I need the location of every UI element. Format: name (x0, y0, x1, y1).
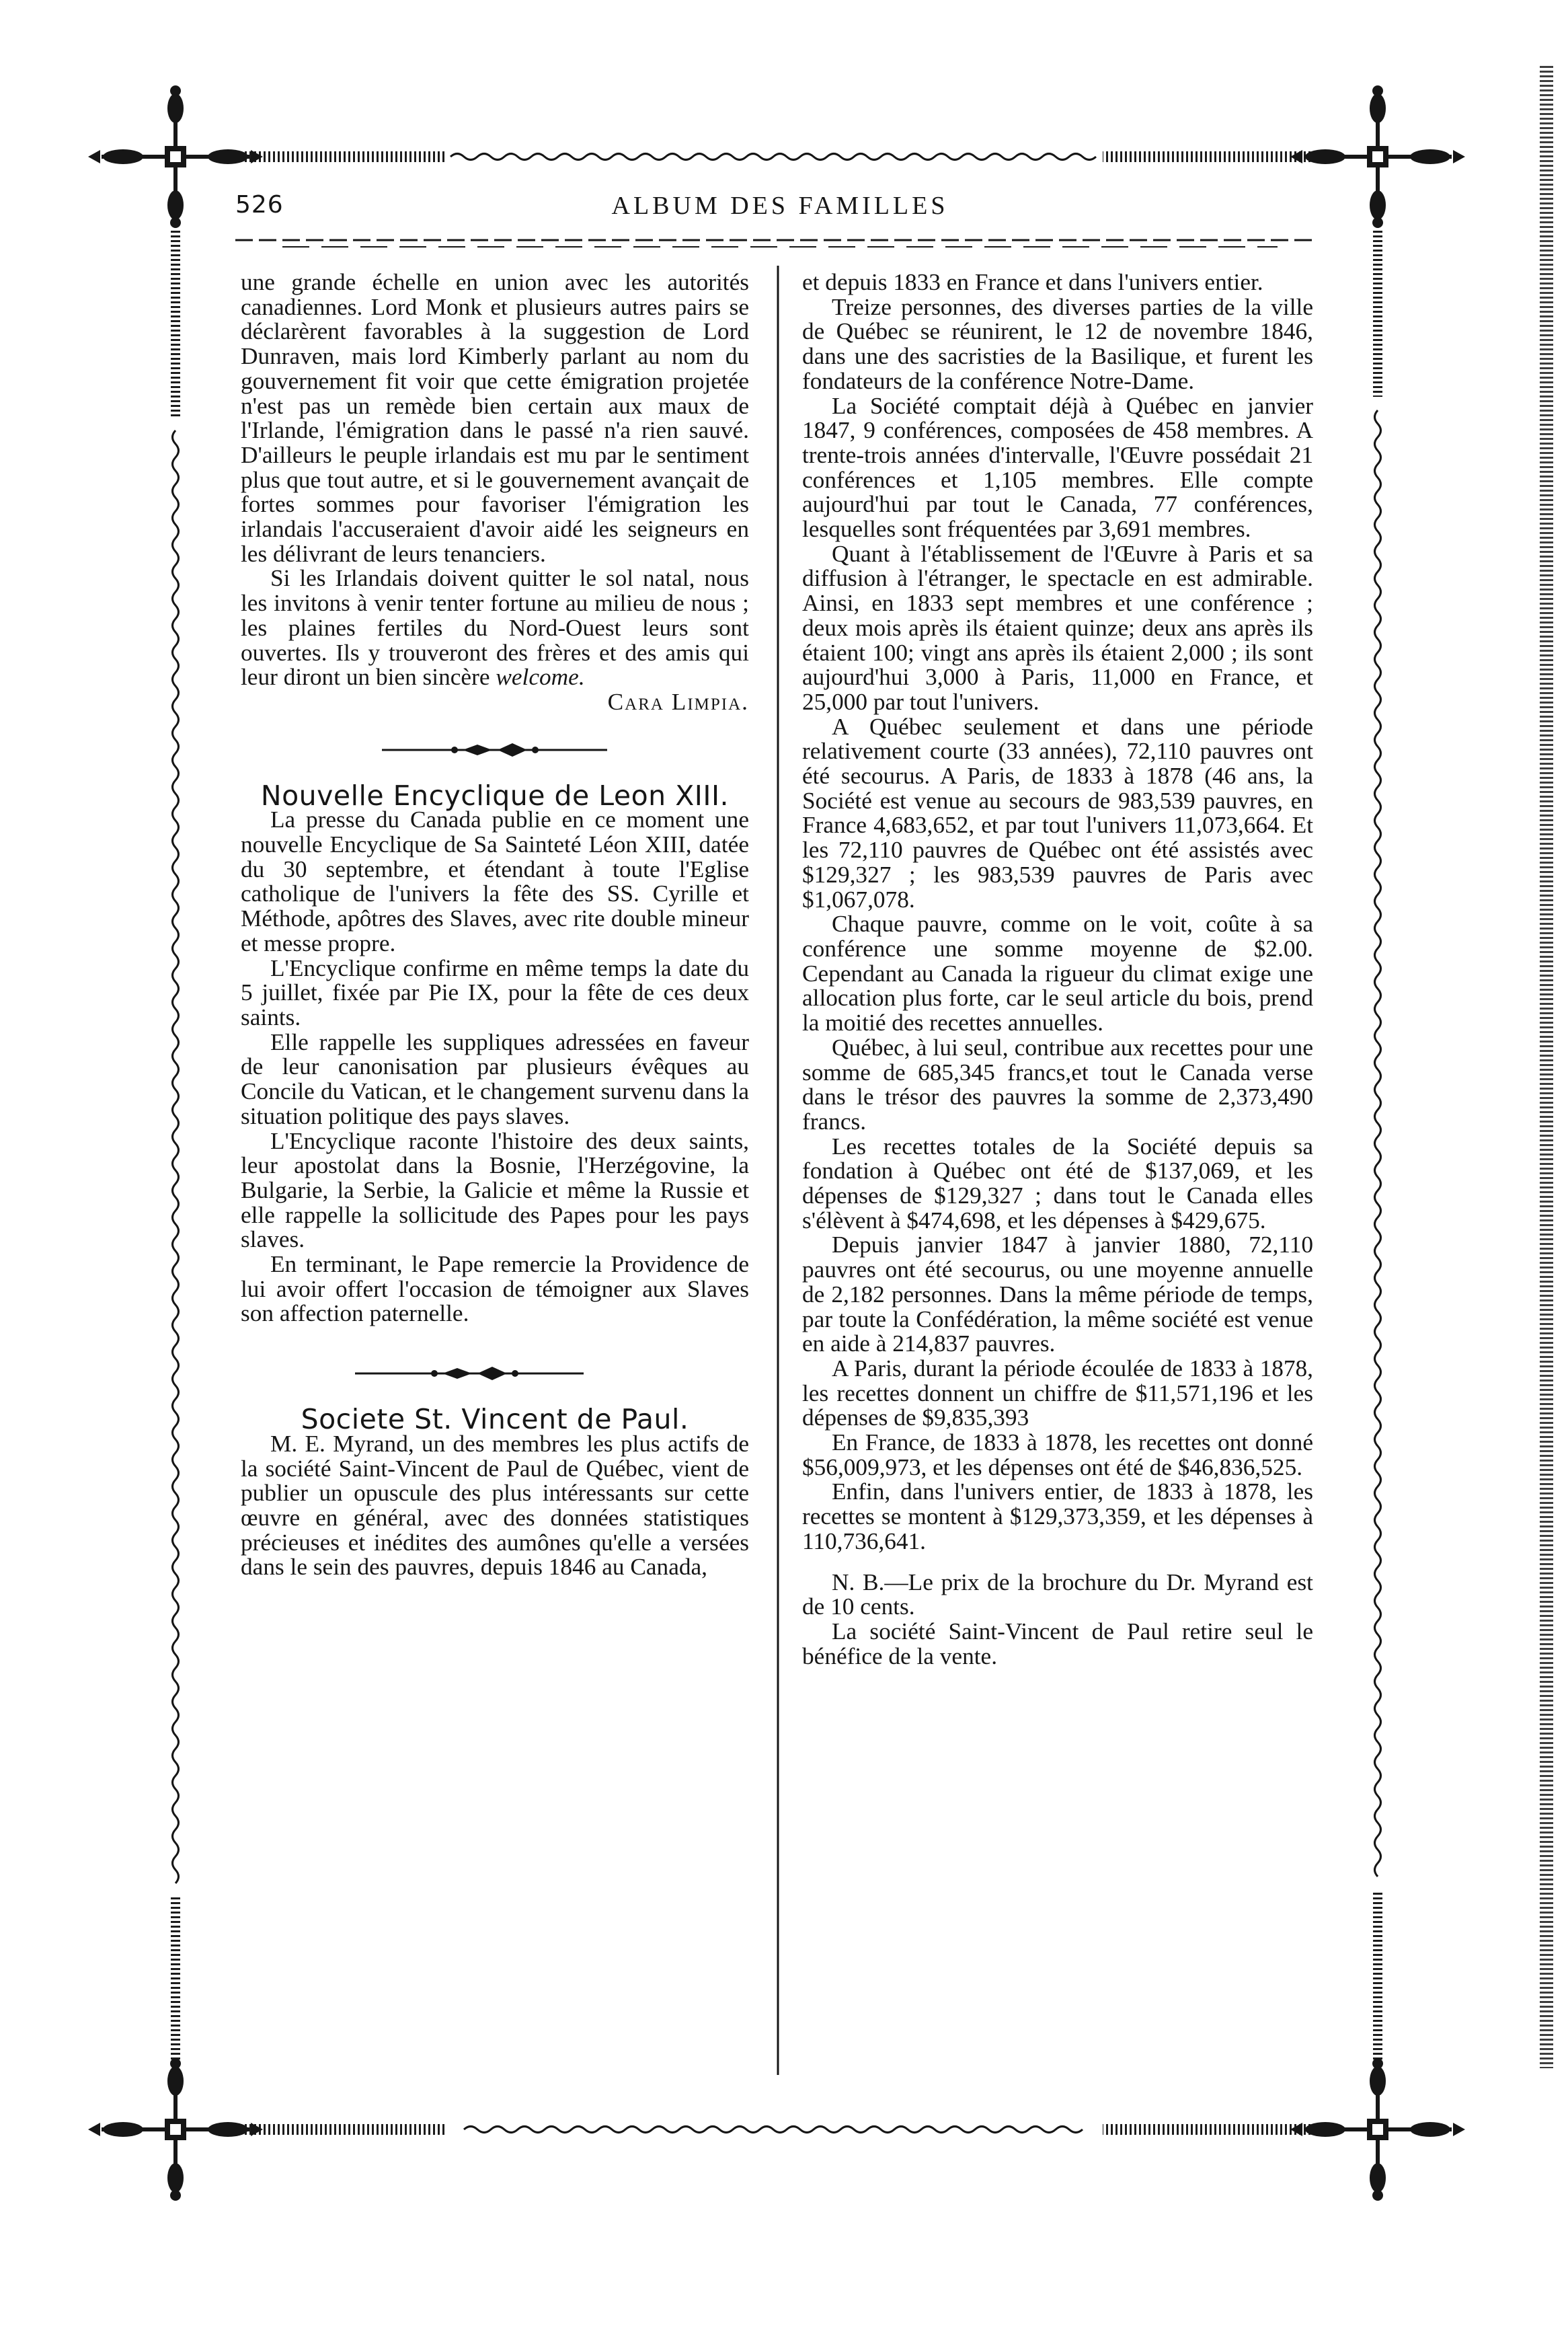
right-border (1373, 229, 1382, 2065)
right-paragraph-3: La Société comptait déjà à Québec en janvier 1847, 9 conférences, composées de 458 membres. A trente-trois années d'intervalle, l'Œuvre possédait 21 conférences et 1,105 membres. Elle compte aujourd'hui par tout le Canada, 77 conférences, lesquelles sont fréquentées par 3,691 membres. (802, 392, 1313, 543)
encyclique-paragraph-3: Elle rappelle les suppliques adressées en faveur de leur canonisation par plusieurs évêques au Concile du Vatican, et le changement survenu dans la situation politique des pays slaves. (241, 1028, 749, 1129)
left-border (171, 229, 180, 2065)
svp-heading: Societe St. Vincent de Paul. (301, 1403, 689, 1436)
author-signature: Cara Limpia. (607, 688, 749, 715)
right-paragraph-9: Depuis janvier 1847 à janvier 1880, 72,110 pauvres ont été secourus, ou une moyenne annuelle de 2,182 personnes. Dans la même période de temps, par toute la Confédération, la même société est venue en aide à 214,837 pauvres. (802, 1232, 1313, 1357)
right-paragraph-10: A Paris, durant la période écoulée de 1833 à 1878, les recettes donnent un chiffre de $11,571,196 et les dépenses de $9,835,393 (802, 1355, 1313, 1431)
left-column (241, 270, 749, 1580)
running-header (235, 191, 1325, 231)
right-paragraph-8: Les recettes totales de la Société depuis sa fondation à Québec ont été de $137,069, et les dépenses de $129,327 ; dans tout le Canada elles s'élèvent à $474,698, et les dépenses à $429,675. (802, 1133, 1313, 1234)
running-title: ALBUM DES FAMILLES (611, 192, 949, 220)
right-paragraph-4: Quant à l'établissement de l'Œuvre à Paris et sa diffusion à l'étranger, le spectacle en est admirable. Ainsi, en 1833 sept membres et une conférence ; deux mois après ils étaient quinze; deux ans après ils étaient 100; vingt ans après ils étaient 2,000 ; ils sont aujourd'hui 3,000 à Paris, 11,000 en France, et 25,000 par tout l'univers. (802, 540, 1313, 715)
page-number: 526 (235, 191, 284, 219)
encyclique-paragraph-5: En terminant, le Pape remercie la Providence de lui avoir offert l'occasion de témoigner aux Slaves son affection paternelle. (241, 1251, 749, 1327)
encyclique-heading: Nouvelle Encyclique de Leon XIII. (260, 779, 730, 812)
emigration-paragraph: une grande échelle en union avec les autorités canadiennes. Lord Monk et plusieurs autres pairs se déclarèrent favorables à la suggestion de Lord Dunraven, mais lord Kimberly parlant au nom du gouvernement fit voir que cette émigration projetée n'est pas un remède bien certain aux maux de l'Irlande, l'émigration dans le passé n'a rien sauvé. D'ailleurs le peuple irlandais est mu par le sentiment plus que tout autre, et si le gouvernement avançait de fortes sommes pour favoriser l'émigration les irlandais l'accuseraient d'avoir aidé les seigneurs en les délivrant de leurs tenanciers. (241, 269, 749, 567)
top-ornament-rule (232, 151, 1325, 162)
right-paragraph-6: Chaque pauvre, comme on le voit, coûte à sa conférence une somme moyenne de $2.00. Cependant au Canada la rigueur du climat exige une allocation plus forte, car le seul article du bois, prend la moitié des recettes annuelles. (802, 911, 1313, 1036)
encyclique-paragraph-1: La presse du Canada publie en ce moment une nouvelle Encyclique de Sa Sainteté Léon XIII, datée du 30 septembre, et étendant à toute l'Eglise catholique de l'univers la fête des SS. Cyrille et Méthode, apôtres des Slaves, avec rite double mineur et messe propre. (241, 806, 749, 956)
right-column (802, 270, 1313, 1669)
right-paragraph-1: et depuis 1833 en France et dans l'univers entier. (802, 269, 1263, 295)
emigration-paragraph-2: Si les Irlandais doivent quitter le sol natal, nous les invitons à venir tenter fortune au milieu de nous ; les plaines fertiles du Nord-Ouest leurs sont ouvertes. Ils y trouveront des frères et des amis qui leur diront un bien sincère welcome. (241, 565, 749, 691)
svp-paragraph-1: M. E. Myrand, un des membres les plus actifs de la société Saint-Vincent de Paul de Québec, vient de publier un opuscule des plus intéressants sur cette œuvre en général, avec des données statistiques précieuses et inédites des aumônes qu'elle a versées dans le sein des pauvres, depuis 1846 au Canada, (241, 1430, 749, 1581)
right-paragraph-11: En France, de 1833 à 1878, les recettes ont donné $56,009,973, et les dépenses ont été de $46,836,525. (802, 1429, 1313, 1480)
right-paragraph-5: A Québec seulement et dans une période relativement courte (33 années), 72,110 pauvres ont été secourus. A Paris, de 1833 à 1878 (46 ans, la Société est venue au secours de 983,539 pauvres, en France 4,683,652, et par tout l'univers 11,073,664. Et les 72,110 pauvres de Québec ont été assistés avec $129,327 ; les 983,539 pauvres de Paris avec $1,067,078. (802, 713, 1313, 913)
bottom-right-fleuron-icon (1290, 2058, 1465, 2201)
right-paragraph-14: La société Saint-Vincent de Paul retire seul le bénéfice de la vente. (802, 1618, 1313, 1669)
right-paragraph-7: Québec, à lui seul, contribue aux recettes pour une somme de 685,345 francs,et tout le Canada verse dans le trésor des pauvres la somme de 2,373,490 francs. (802, 1034, 1313, 1135)
encyclique-paragraph-2: L'Encyclique confirme en même temps la date du 5 juillet, fixée par Pie IX, pour la fête de ces deux saints. (241, 954, 749, 1030)
page-edge-texture (1540, 64, 1553, 2068)
bottom-left-fleuron-icon (88, 2058, 263, 2201)
encyclique-paragraph-4: L'Encyclique raconte l'histoire des deux saints, leur apostolat dans la Bosnie, l'Herzégovine, la Bulgarie, la Serbie, la Galicie et même la Russie et elle rappelle la sollicitude des Papes pour les pays slaves. (241, 1127, 749, 1253)
section-divider-ornament-2 (241, 1326, 749, 1407)
right-note-nb: N. B.—Le prix de la brochure du Dr. Myrand est de 10 cents. (802, 1568, 1313, 1620)
right-paragraph-12: Enfin, dans l'univers entier, de 1833 à 1878, les recettes se montent à $129,373,359, et les dépenses à 110,736,641. (802, 1478, 1313, 1554)
right-paragraph-2: Treize personnes, des diverses parties de la ville de Québec se réunirent, le 12 de novembre 1846, dans une des sacristies de la Basilique, et furent les fondateurs de la conférence Notre-Dame. (802, 293, 1313, 394)
section-divider-ornament (241, 715, 749, 784)
bottom-ornament-rule (232, 2124, 1325, 2135)
welcome-word: welcome. (496, 664, 585, 691)
